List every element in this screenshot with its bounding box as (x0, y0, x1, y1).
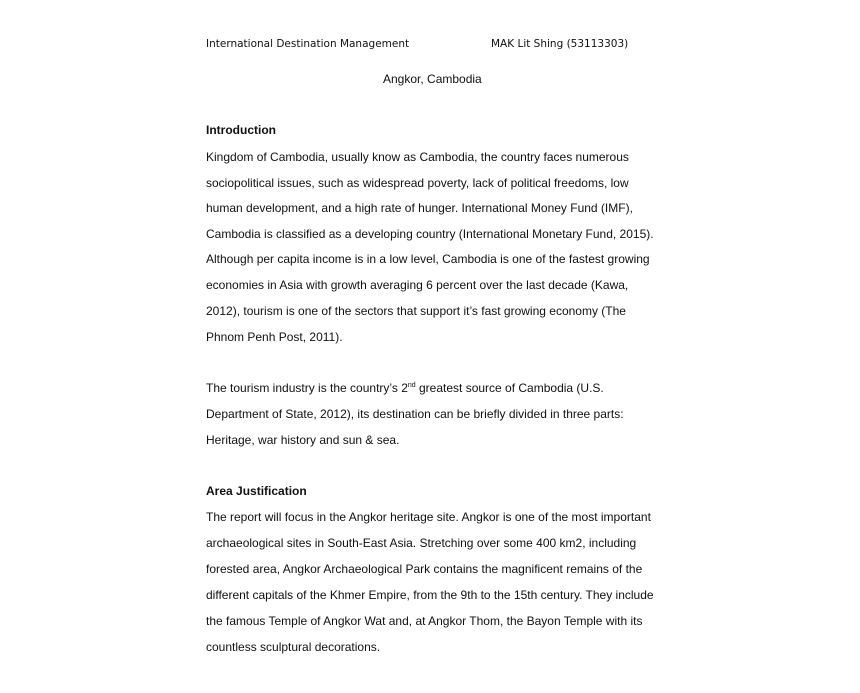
section-heading-introduction: Introduction (206, 123, 276, 137)
intro-line: Kingdom of Cambodia, usually know as Cambodia, the country faces numerous (206, 150, 629, 164)
intro-line: 2012), tourism is one of the sectors that support it’s fast growing economy (The (206, 304, 626, 318)
tourism-line: Heritage, war history and sun & sea. (206, 433, 400, 447)
intro-line: economies in Asia with growth averaging 6 percent over the last decade (Kawa, (206, 278, 629, 292)
area-line: countless sculptural decorations. (206, 640, 381, 654)
intro-line: Cambodia is classified as a developing country (International Monetary Fund, 2015). (206, 227, 654, 241)
header-author: MAK Lit Shing (53113303) (491, 38, 629, 50)
section-heading-area-justification: Area Justification (206, 484, 307, 498)
document-title: Angkor, Cambodia (383, 72, 482, 86)
area-line: different capitals of the Khmer Empire, from the 9th to the 15th century. They include (206, 588, 654, 602)
intro-line: sociopolitical issues, such as widespread poverty, lack of political freedoms, low (206, 176, 629, 190)
intro-line: Although per capita income is in a low level, Cambodia is one of the fastest growing (206, 252, 650, 266)
header-course-title: International Destination Management (206, 38, 410, 50)
area-line: forested area, Angkor Archaeological Park contains the magnificent remains of the (206, 562, 643, 576)
area-line: archaeological sites in South-East Asia. Stretching over some 400 km2, including (206, 536, 637, 550)
intro-line: Phnom Penh Post, 2011). (206, 330, 343, 344)
tourism-line-text-before: The tourism industry is the country’s 2 (206, 381, 408, 395)
tourism-line-text-after: greatest source of Cambodia (U.S. (415, 381, 604, 395)
tourism-line: Department of State, 2012), its destination can be briefly divided in three parts: (206, 407, 624, 421)
tourism-line (206, 381, 604, 395)
ordinal-suffix: nd (407, 382, 416, 389)
area-line: The report will focus in the Angkor heritage site. Angkor is one of the most important (206, 510, 651, 524)
intro-line: human development, and a high rate of hunger. International Money Fund (IMF), (206, 201, 633, 215)
area-line: the famous Temple of Angkor Wat and, at Angkor Thom, the Bayon Temple with its (206, 614, 643, 628)
